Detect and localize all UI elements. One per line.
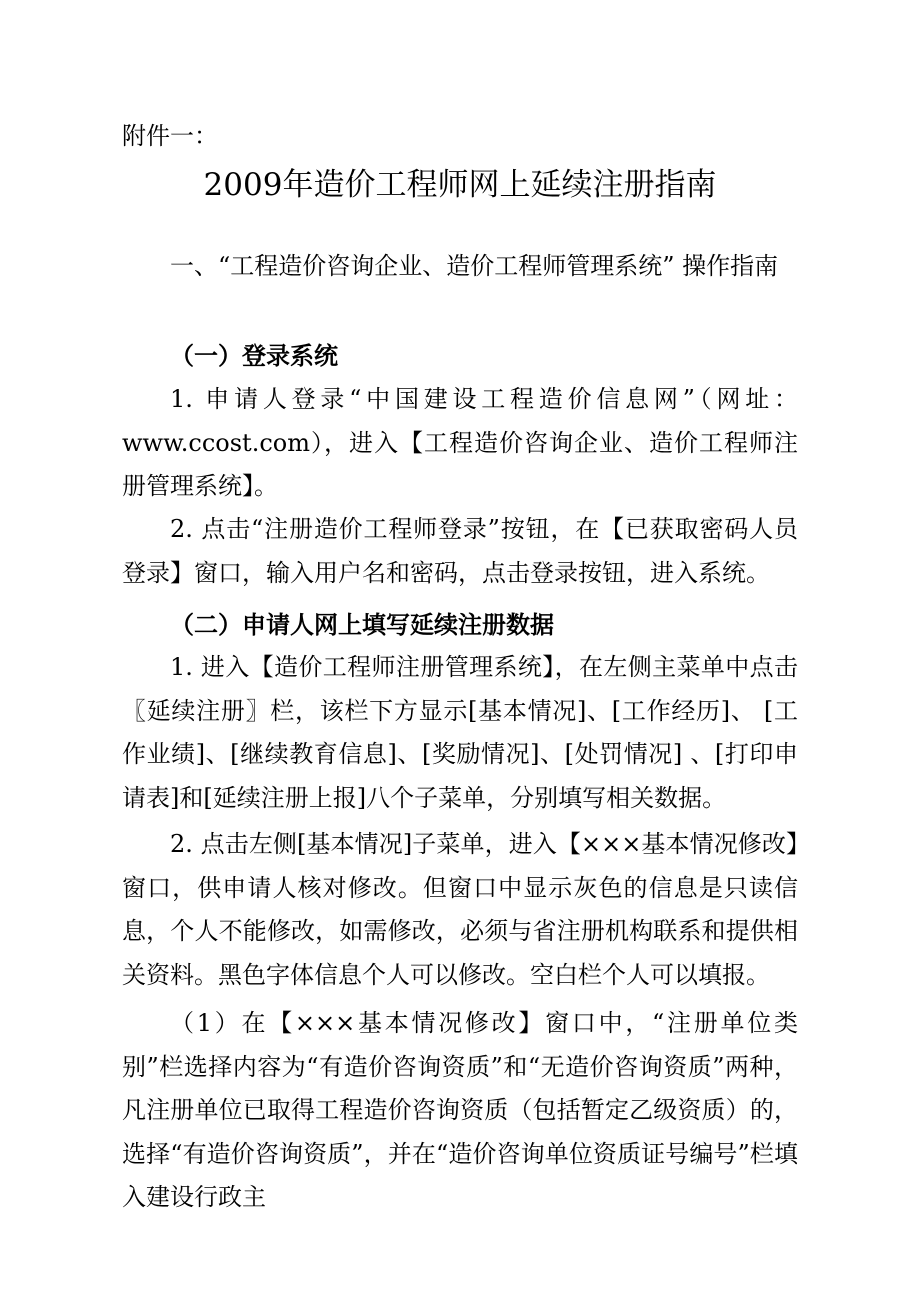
- subsection-heading-login: （一）登录系统: [170, 341, 338, 370]
- paragraph-fill-step-1: 1. 进入【造价工程师注册管理系统】，在左侧主菜单中点击〖延续注册〗栏，该栏下方显示[基本情况]、[工作经历]、 [工作业绩]、[继续教育信息]、[奖励情况]、[处罚情况] 、[打印申请表]和[延续注册上报]八个子菜单，分别填写相关数据。: [122, 653, 798, 812]
- paragraph-fill-step-2-1: （1）在【×××基本情况修改】窗口中，“注册单位类别”栏选择内容为“有造价咨询资质”和“无造价咨询资质”两种，凡注册单位已取得工程造价咨询资质（包括暂定乙级资质）的，选择“有造价咨询资质”，并在“造价咨询单位资质证号编号”栏填入建设行政主: [122, 1009, 798, 1211]
- paragraph-login-step-1: 1. 申请人登录“中国建设工程造价信息网”（网址：www.ccost.com），进入【工程造价咨询企业、造价工程师注册管理系统】。: [122, 385, 798, 500]
- attachment-label: 附件一：: [122, 122, 218, 150]
- section-heading: 一、“工程造价咨询企业、造价工程师管理系统” 操作指南: [170, 252, 779, 280]
- paragraph-login-step-2: 2. 点击“注册造价工程师登录”按钮，在【已获取密码人员登录】窗口，输入用户名和密码，点击登录按钮，进入系统。: [122, 515, 798, 587]
- subsection-heading-fill-data: （二）申请人网上填写延续注册数据: [170, 610, 554, 639]
- document-title: 2009年造价工程师网上延续注册指南: [203, 167, 717, 203]
- paragraph-fill-step-2: 2. 点击左侧[基本情况]子菜单，进入【×××基本情况修改】窗口，供申请人核对修改。但窗口中显示灰色的信息是只读信息，个人不能修改，如需修改，必须与省注册机构联系和提供相关资料。黑色字体信息个人可以修改。空白栏个人可以填报。: [122, 830, 798, 989]
